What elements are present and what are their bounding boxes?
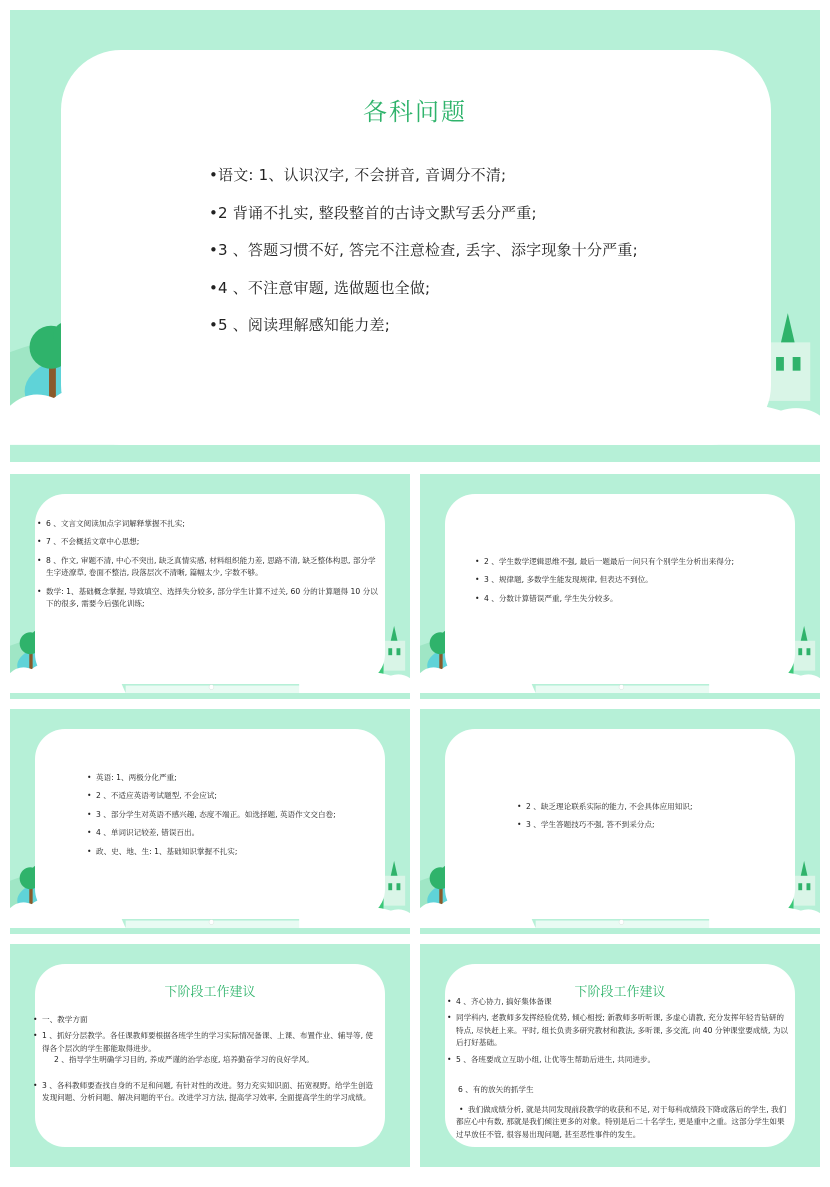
list-item: • 2 、学生数学逻辑思维不强, 最后一题最后一问只有个别学生分析出来得分; bbox=[484, 556, 796, 568]
list-item: • 政、史、地、生: 1、基础知识掌握不扎实; bbox=[96, 846, 386, 858]
slide-5 bbox=[420, 709, 820, 934]
slide-1-list bbox=[218, 157, 778, 345]
slide-1-title: 各科问题 bbox=[363, 98, 467, 126]
slide-6-title: 下阶段工作建议 bbox=[164, 985, 256, 1000]
list-item: • 2 背诵不扎实, 整段整首的古诗文默写丢分严重; bbox=[218, 195, 778, 233]
list-item: • 4 、不注意审题, 选做题也全做; bbox=[218, 270, 778, 308]
slide-5-list bbox=[526, 801, 796, 838]
slide-2-list bbox=[46, 518, 378, 616]
slide-2 bbox=[10, 474, 410, 699]
slide-4-list bbox=[96, 772, 386, 864]
list-item: • 2 、不适应英语考试题型, 不会应试; bbox=[96, 790, 386, 802]
list-item: • 5 、阅读理解感知能力差; bbox=[218, 307, 778, 345]
list-item: • 3 、部分学生对英语不感兴趣, 态度不端正。如选择题, 英语作文交白卷; bbox=[96, 809, 386, 821]
slide-7 bbox=[420, 944, 820, 1167]
list-item: • 7 、不会概括文章中心思想; bbox=[46, 536, 378, 548]
slide-4 bbox=[10, 709, 410, 934]
slide-7-list bbox=[456, 996, 790, 1068]
list-item: • 语文: 1、认识汉字, 不会拼音, 音调分不清; bbox=[218, 157, 778, 195]
slide-6-list-continued bbox=[42, 1080, 380, 1111]
slide-3 bbox=[420, 474, 820, 699]
list-item: • 3 、规律题, 多数学生能发现规律, 但表达不到位。 bbox=[484, 574, 796, 586]
list-item: • 3 、答题习惯不好, 答完不注意检查, 丢字、添字现象十分严重; bbox=[218, 232, 778, 270]
list-item: • 3 、各科教师要查找自身的不足和问题, 有针对性的改进。努力充实知识面、拓宽视野。给学生创造发现问题、分析问题、解决问题的平台。改进学习方法, 提高学习效率, 全面提高学生的学习成绩。 bbox=[42, 1080, 380, 1105]
list-item: • 我们做成绩分析, 就是共同发现前段教学的收获和不足, 对于每科成绩段下降或落后的学生, 我们都应心中有数, 那就是我们倾注更多的对象。特别是后二十名学生, 更是重中之重。这部分学生如果过早放任不管, 很容易出现问题, 甚至恶性事件的发生。 bbox=[456, 1104, 790, 1141]
list-item: • 6 、文言文阅读加点字词解释掌握不扎实; bbox=[46, 518, 378, 530]
list-item: • 一、教学方面 bbox=[42, 1014, 380, 1026]
slide-1 bbox=[10, 10, 820, 462]
list-item: • 数学: 1、基础概念掌握, 导致填空、选择失分较多, 部分学生计算不过关, 60 分的计算题得 10 分以下的很多, 需要今后强化训练; bbox=[46, 586, 378, 611]
slide-3-list bbox=[484, 556, 796, 611]
list-item: • 英语: 1、两极分化严重; bbox=[96, 772, 386, 784]
indented-line: 6 、有的放矢的抓学生 bbox=[458, 1085, 534, 1094]
slide-6 bbox=[10, 944, 410, 1167]
indented-line: 2 、指导学生明确学习目的, 养成严谨的治学态度, 培养勤奋学习的良好学风。 bbox=[54, 1055, 314, 1064]
list-item: • 8 、作文, 审题不清, 中心不突出, 缺乏真情实感, 材料组织能力差, 思路不清, 缺乏整体构思, 部分学生字迹潦草, 卷面不整洁, 段落层次不清晰, 篇幅太少, 字数不够。 bbox=[46, 555, 378, 580]
list-item: • 5 、各班要成立互助小组, 让优等生帮助后进生, 共同进步。 bbox=[456, 1054, 790, 1066]
slide-7-title: 下阶段工作建议 bbox=[574, 985, 666, 1000]
list-item: • 4 、齐心协力, 搞好集体备课 bbox=[456, 996, 790, 1008]
slide-6-list bbox=[42, 1014, 380, 1055]
list-item: • 3 、学生答题技巧不强, 答不到采分点; bbox=[526, 819, 796, 831]
slide-7-list-continued bbox=[456, 1104, 790, 1147]
list-item: • 1 、抓好分层教学。各任课教师要根据各班学生的学习实际情况备课、上课、布置作业、辅导等, 使得各个层次的学生都能取得进步。 bbox=[42, 1030, 380, 1055]
list-item: • 4 、单词识记较差, 错误百出。 bbox=[96, 827, 386, 839]
list-item: • 同学科内, 老教师多发挥经验优势, 倾心相授; 新教师多听听课, 多虚心请教, 充分发挥年轻肯钻研的特点, 尽快赶上来。平时, 组长负责多研究教材和教法, 多听课, 多交流, 向 40 分钟课堂要成绩, 为以后打好基础。 bbox=[456, 1012, 790, 1049]
list-item: • 2 、缺乏理论联系实际的能力, 不会具体应用知识; bbox=[526, 801, 796, 813]
list-item: • 4 、分数计算错误严重, 学生失分较多。 bbox=[484, 593, 796, 605]
